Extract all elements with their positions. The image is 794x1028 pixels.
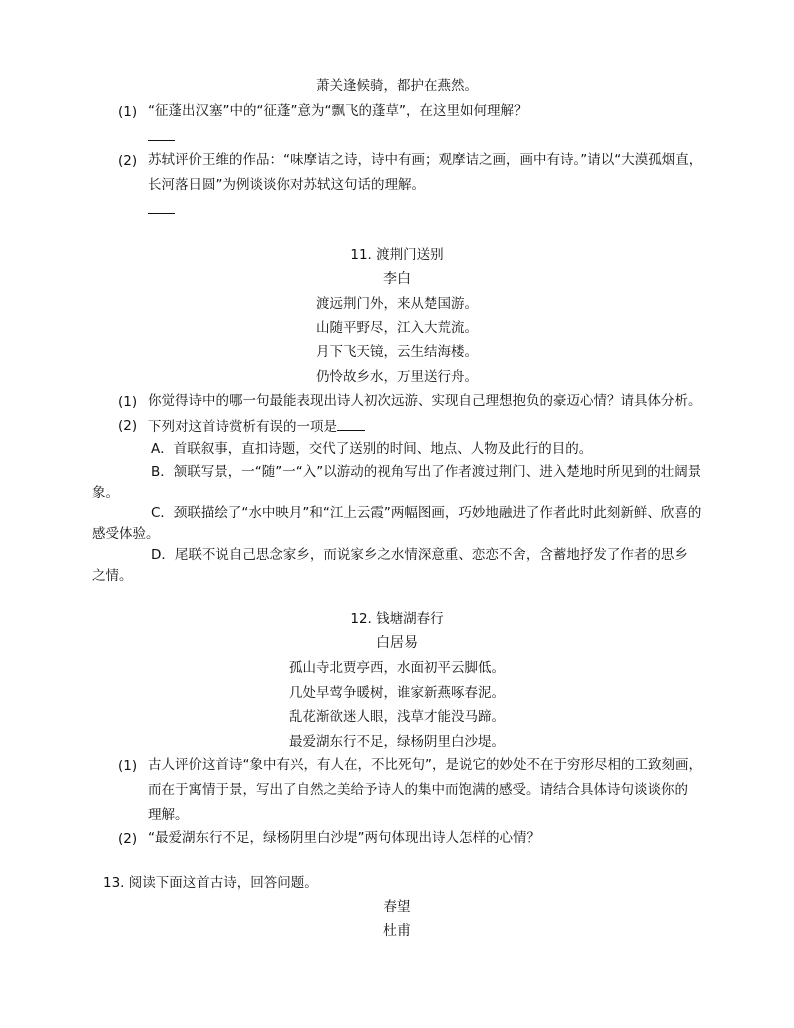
question-text: [148, 416, 365, 436]
question-text: “最爱湖东行不足，绿杨阴里白沙堤”两句体现出诗人怎样的心情？: [148, 830, 540, 846]
verse-line: 萧关逢候骑，都护在燕然。: [316, 78, 478, 94]
poem-line: 乱花渐欲迷人眼，浅草才能没马蹄。: [289, 709, 505, 725]
poem-author: 李白: [383, 271, 411, 287]
question-text: 长河落日圆”为例谈谈你对苏轼这句话的理解。: [148, 177, 425, 193]
option-c-cont: 感受体验。: [92, 526, 160, 542]
question-text: 理解。: [148, 807, 189, 823]
question-number: (2): [118, 418, 138, 434]
question-text: 你觉得诗中的哪一句最能表现出诗人初次远游、实现自己理想抱负的豪迈心情？请具体分析。: [148, 393, 702, 409]
question-text: “征蓬出汉塞”中的“征蓬”意为“飘飞的蓬草”，在这里如何理解？: [148, 103, 528, 119]
question-stem: 下列对这首诗赏析有误的一项是: [148, 419, 337, 435]
poem-line: 几处早莺争暖树，谁家新燕啄春泥。: [289, 685, 505, 701]
option-b: B．颔联写景，一“随”一“入”以游动的视角写出了作者渡过荆门、进入楚地时所见到的壮阔景: [151, 464, 702, 480]
poem-line: 月下飞天镜，云生结海楼。: [316, 344, 478, 360]
option-a: A．首联叙事，直扣诗题，交代了送别的时间、地点、人物及此行的目的。: [151, 441, 593, 457]
question-number: (1): [118, 394, 138, 410]
poem-line: 最爱湖东行不足，绿杨阴里白沙堤。: [289, 734, 505, 750]
question-text: 古人评价这首诗“象中有兴，有人在，不比死句”，是说它的妙处不在于穷形尽相的工致刻画，: [148, 757, 702, 773]
answer-blank[interactable]: [337, 416, 365, 431]
option-b-cont: 象。: [92, 485, 119, 501]
question-text: 苏轼评价王维的作品：“味摩诘之诗，诗中有画；观摩诘之画，画中有诗。”请以“大漠孤烟直，: [148, 152, 703, 168]
poem-author: 杜甫: [383, 923, 411, 939]
poem-line: 山随平野尽，江入大荒流。: [316, 320, 478, 336]
option-d-cont: 之情。: [92, 568, 133, 584]
answer-blank[interactable]: [148, 140, 175, 141]
poem-title: 12. 钱塘湖春行: [350, 611, 444, 627]
question-number: (2): [118, 831, 138, 847]
poem-line: 仍怜故乡水，万里送行舟。: [316, 369, 478, 385]
question-number: (2): [118, 153, 138, 169]
answer-blank[interactable]: [148, 213, 175, 214]
poem-author: 白居易: [376, 635, 418, 651]
question-number: (1): [118, 104, 138, 120]
poem-title: 春望: [383, 899, 411, 915]
question-text: 而在于寓情于景，写出了自然之美给予诗人的集中而饱满的感受。请结合具体诗句谈谈你的: [148, 782, 688, 798]
poem-title: 11. 渡荆门送别: [350, 247, 444, 263]
option-c: C．颈联描绘了“水中映月”和“江上云霞”两幅图画，巧妙地融进了作者此时此刻新鲜、欣喜的: [151, 505, 702, 521]
section-intro: 13. 阅读下面这首古诗，回答问题。: [103, 875, 318, 891]
option-d: D．尾联不说自己思念家乡，而说家乡之水情深意重、恋恋不舍，含蓄地抒发了作者的思乡: [151, 547, 688, 563]
poem-line: 孤山寺北贾亭西，水面初平云脚低。: [289, 660, 505, 676]
poem-line: 渡远荆门外，来从楚国游。: [316, 296, 478, 312]
question-number: (1): [118, 758, 138, 774]
